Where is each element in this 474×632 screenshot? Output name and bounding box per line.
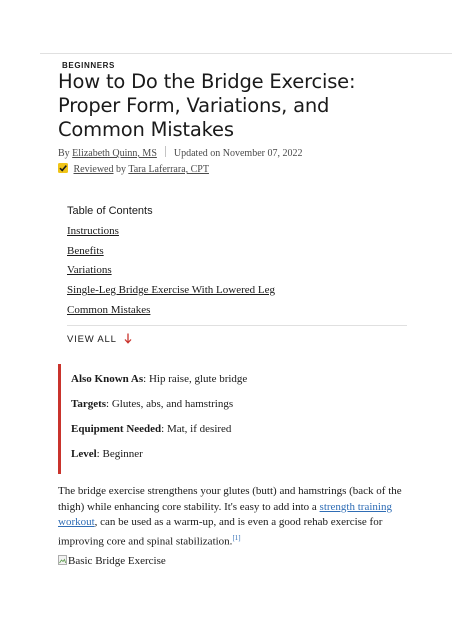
byline-divider — [165, 146, 166, 157]
toc-item — [67, 263, 275, 283]
top-divider — [40, 53, 452, 54]
fact-also-known-as — [71, 373, 247, 385]
toc-link-common-mistakes[interactable]: Common Mistakes — [67, 303, 151, 316]
fact-value: : Hip raise, glute bridge — [143, 373, 248, 385]
toc-link-benefits[interactable]: Benefits — [67, 244, 104, 257]
toc-list — [67, 224, 275, 322]
arrow-down-icon — [124, 333, 132, 344]
author-link[interactable]: Elizabeth Quinn, MS — [72, 148, 157, 159]
toc-item — [67, 303, 275, 323]
byline — [58, 146, 302, 159]
article-image — [58, 555, 166, 567]
intro-paragraph — [58, 484, 418, 550]
toc-link-variations[interactable]: Variations — [67, 264, 112, 277]
fact-label: Targets — [71, 398, 107, 410]
review-line — [58, 163, 209, 175]
intro-text-2: , can be used as a warm-up, and is even a good rehab exercise for improving core and spinal stabilization. — [58, 516, 383, 548]
quick-facts-box — [58, 364, 411, 474]
view-all-label: VIEW ALL — [67, 334, 117, 345]
citation-link[interactable]: [1] — [232, 533, 241, 542]
article-title: How to Do the Bridge Exercise: Proper Form, Variations, and Common Mistakes — [58, 70, 356, 141]
updated-date: Updated on November 07, 2022 — [173, 148, 303, 159]
review-by: by — [116, 164, 126, 175]
fact-label: Equipment Needed — [71, 423, 162, 435]
image-alt-text: Basic Bridge Exercise — [68, 555, 166, 567]
fact-targets — [71, 398, 233, 410]
toc-item — [67, 224, 275, 244]
fact-value: : Beginner — [96, 448, 143, 460]
article-category[interactable]: BEGINNERS — [62, 61, 115, 70]
toc-item — [67, 283, 275, 303]
reviewed-link[interactable]: Reviewed — [73, 164, 114, 175]
reviewer-link[interactable]: Tara Laferrara, CPT — [128, 164, 209, 175]
byline-prefix: By — [58, 148, 70, 159]
broken-image-icon — [58, 555, 67, 565]
fact-value: : Mat, if desired — [161, 423, 232, 435]
fact-equipment — [71, 423, 231, 435]
fact-label: Level — [71, 448, 97, 460]
toc-title: Table of Contents — [67, 205, 153, 217]
fact-level — [71, 448, 143, 460]
intro-text-1: The bridge exercise strengthens your glutes (butt) and hamstrings (back of the thigh) while enhancing core stability. It's easy to add into a — [58, 485, 402, 513]
fact-label: Also Known As — [71, 373, 144, 385]
fact-value: : Glutes, abs, and hamstrings — [106, 398, 234, 410]
toc-link-single-leg-bridge[interactable]: Single-Leg Bridge Exercise With Lowered Leg — [67, 284, 275, 297]
check-badge-icon — [58, 163, 68, 173]
strength-training-link[interactable]: strength training workout — [58, 500, 392, 528]
toc-link-instructions[interactable]: Instructions — [67, 225, 119, 237]
toc-divider — [67, 325, 407, 326]
toc-item — [67, 244, 275, 264]
view-all-button[interactable] — [67, 333, 132, 345]
